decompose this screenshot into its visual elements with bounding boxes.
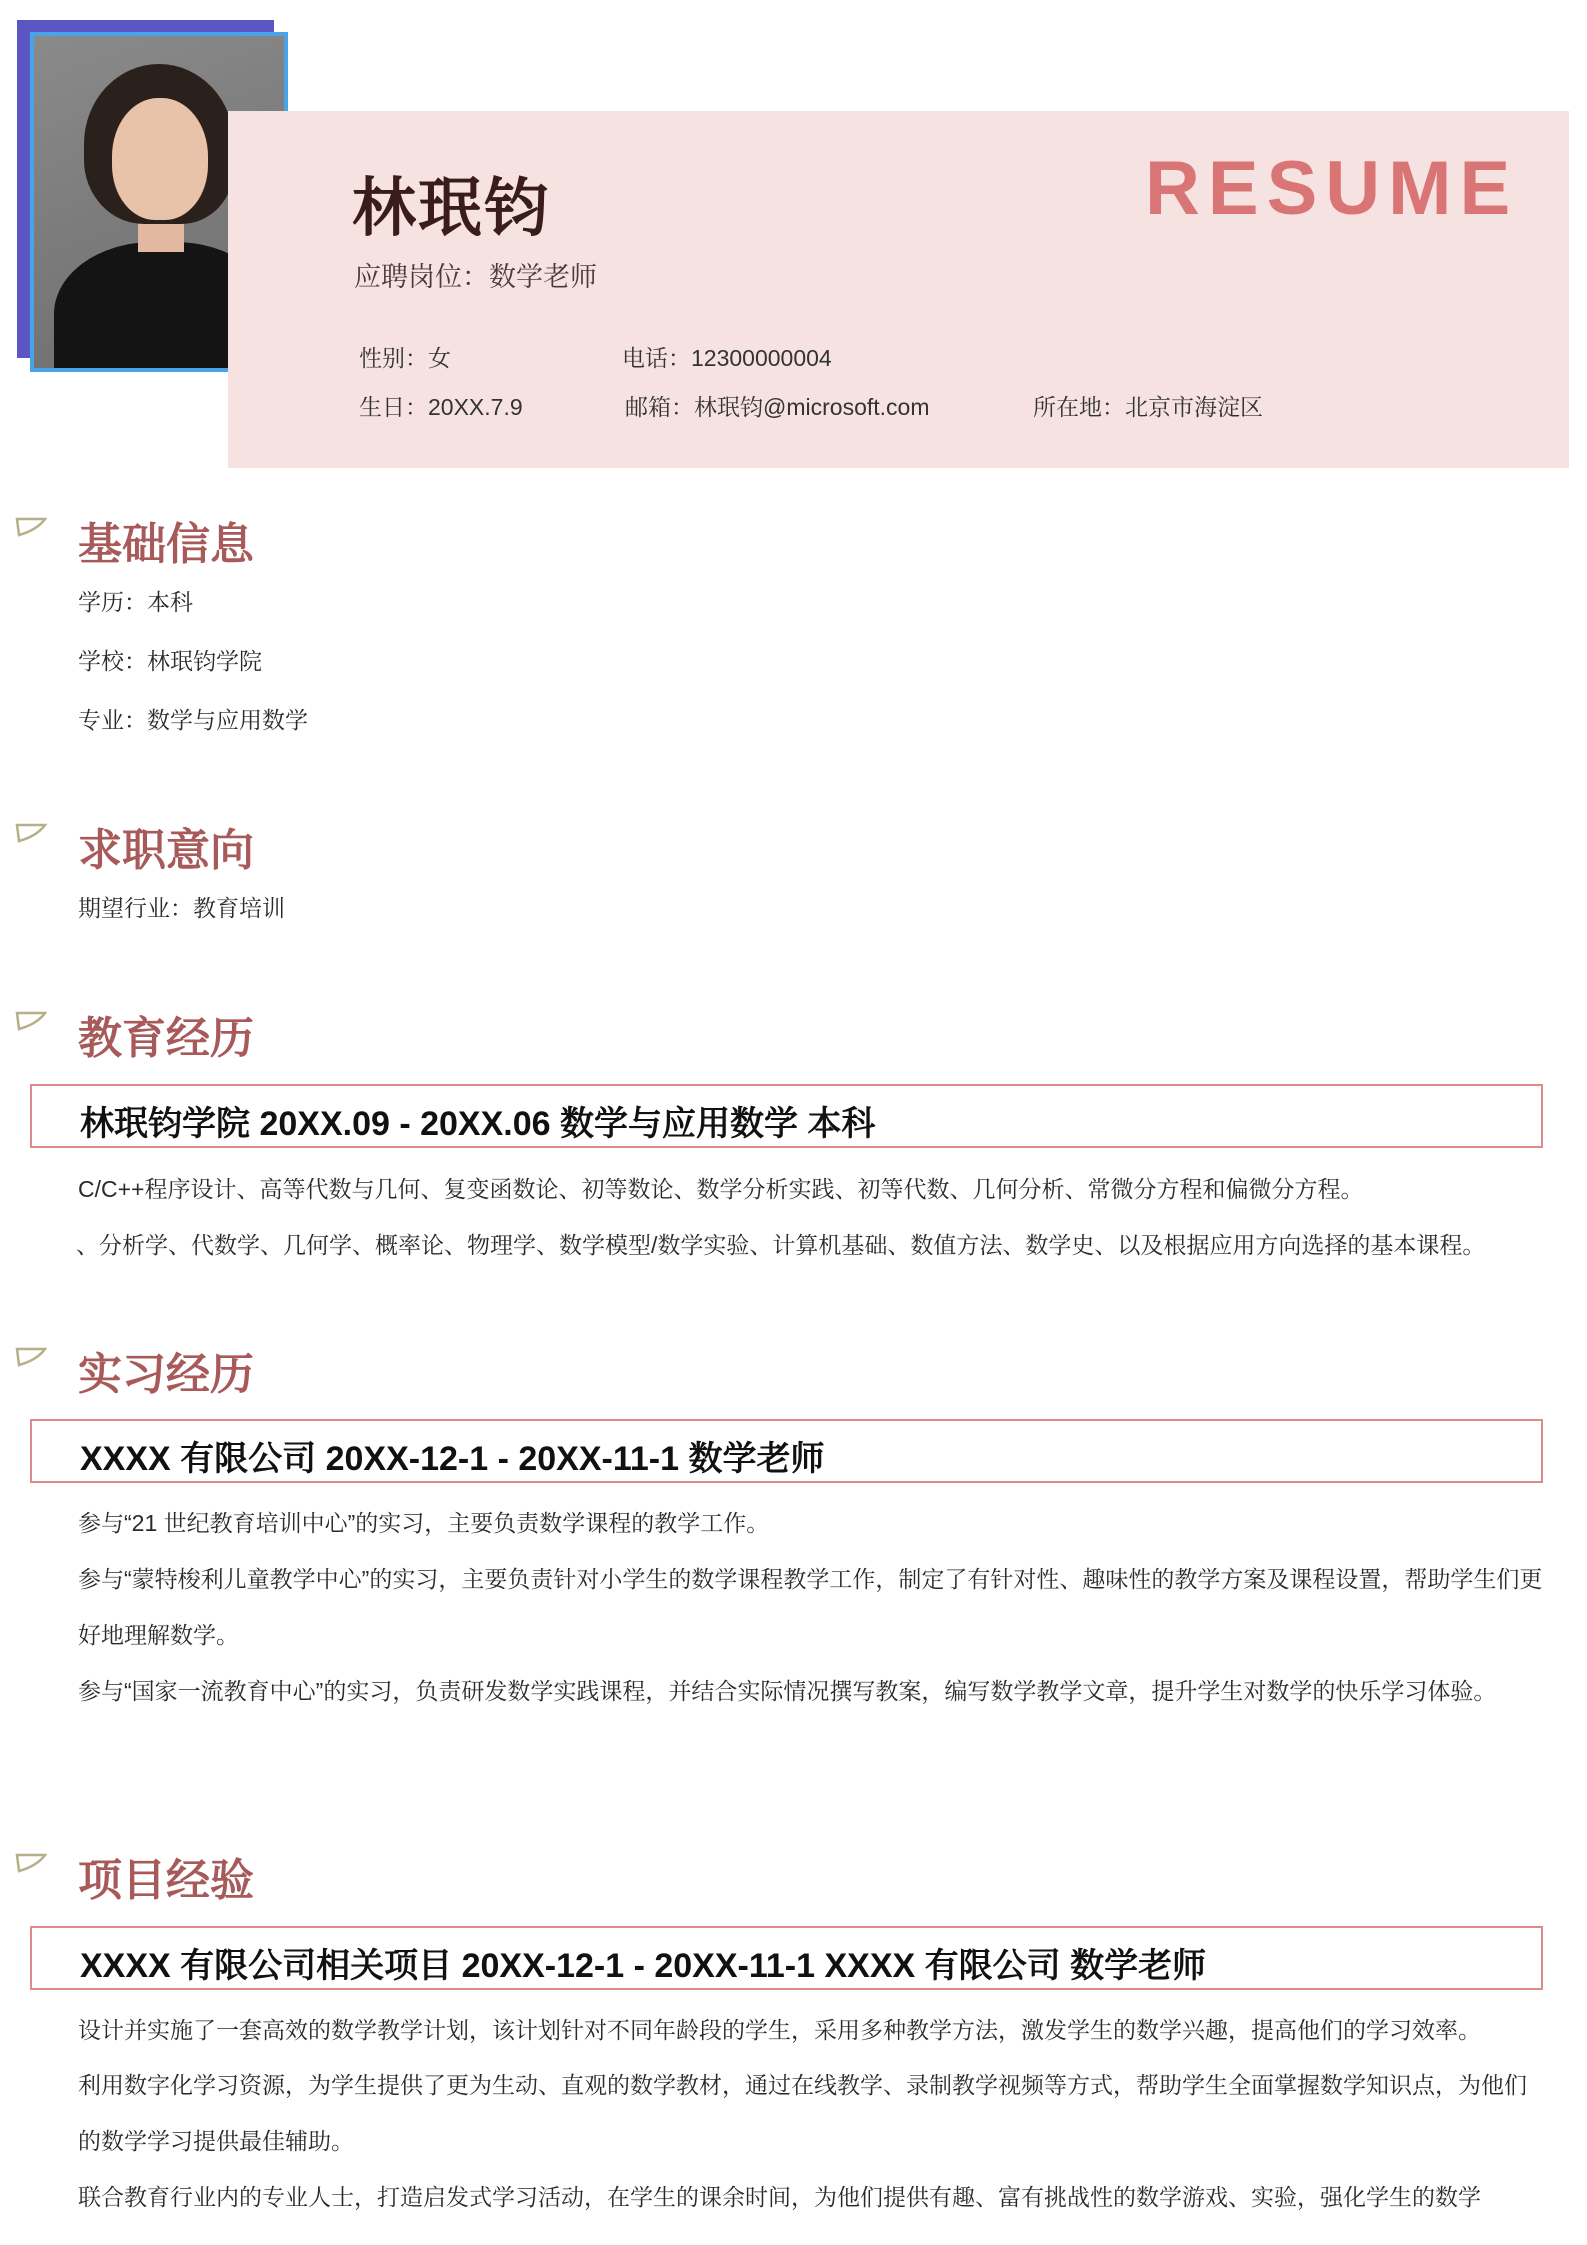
basic-major: 专业：数学与应用数学	[78, 707, 308, 733]
internship-entry-box	[30, 1419, 1543, 1483]
internship-para-2: 参与“蒙特梭利儿童教学中心”的实习，主要负责针对小学生的数学课程教学工作，制定了有针对性、趣味性的教学方案及课程设置，帮助学生们更好地理解数学。	[78, 1566, 1543, 1648]
leaf-flag-icon	[15, 1010, 47, 1032]
internship-entry: XXXX 有限公司 20XX-12-1 - 20XX-11-1 数学老师	[80, 1440, 825, 1478]
project-para-3: 联合教育行业内的专业人士，打造启发式学习活动，在学生的课余时间，为他们提供有趣、富有挑战性的数学游戏、实验，强化学生的数学	[78, 2184, 1481, 2210]
email: 邮箱：林珉钧@microsoft.com	[625, 394, 930, 420]
education-courses-1: C/C++程序设计、高等代数与几何、复变函数论、初等数论、数学分析实践、初等代数、几何分析、常微分方程和偏微分方程。	[78, 1176, 1364, 1202]
basic-education: 学历：本科	[78, 589, 193, 615]
project-entry: XXXX 有限公司相关项目 20XX-12-1 - 20XX-11-1 XXXX 有限公司 数学老师	[80, 1947, 1207, 1985]
internship-para-3: 参与“国家一流教育中心”的实习，负责研发数学实践课程，并结合实际情况撰写教案，编写数学教学文章，提升学生对数学的快乐学习体验。	[78, 1678, 1497, 1704]
location: 所在地：北京市海淀区	[1033, 394, 1263, 420]
basic-school: 学校：林珉钧学院	[78, 648, 262, 674]
resume-title: RESUME	[1145, 146, 1519, 231]
section-title-projects: 项目经验	[78, 1856, 254, 1905]
project-entry-box	[30, 1926, 1543, 1990]
section-title-intent: 求职意向	[78, 826, 254, 875]
intent-industry: 期望行业：教育培训	[78, 895, 285, 921]
candidate-name: 林珉钧	[352, 172, 550, 244]
birthday: 生日：20XX.7.9	[359, 394, 523, 420]
education-entry-box	[30, 1084, 1543, 1148]
section-title-basic: 基础信息	[78, 520, 254, 569]
leaf-flag-icon	[15, 1852, 47, 1874]
internship-para-1: 参与“21 世纪教育培训中心”的实习，主要负责数学课程的教学工作。	[78, 1510, 770, 1536]
education-entry: 林珉钧学院 20XX.09 - 20XX.06 数学与应用数学 本科	[80, 1105, 876, 1143]
education-courses-2: 、分析学、代数学、几何学、概率论、物理学、数学模型/数学实验、计算机基础、数值方法、数学史、以及根据应用方向选择的基本课程。	[76, 1232, 1486, 1258]
leaf-flag-icon	[15, 516, 47, 538]
job-position: 应聘岗位：数学老师	[354, 262, 597, 292]
section-title-internship: 实习经历	[78, 1350, 254, 1399]
gender: 性别：女	[359, 345, 451, 371]
section-title-education: 教育经历	[78, 1014, 254, 1063]
leaf-flag-icon	[15, 822, 47, 844]
project-para-2: 利用数字化学习资源，为学生提供了更为生动、直观的数学教材，通过在线教学、录制教学视频等方式，帮助学生全面掌握数学知识点，为他们的数学学习提供最佳辅助。	[78, 2072, 1527, 2154]
phone: 电话：12300000004	[622, 345, 832, 371]
project-para-1: 设计并实施了一套高效的数学教学计划，该计划针对不同年龄段的学生，采用多种教学方法，激发学生的数学兴趣，提高他们的学习效率。	[78, 2017, 1481, 2043]
leaf-flag-icon	[15, 1346, 47, 1368]
